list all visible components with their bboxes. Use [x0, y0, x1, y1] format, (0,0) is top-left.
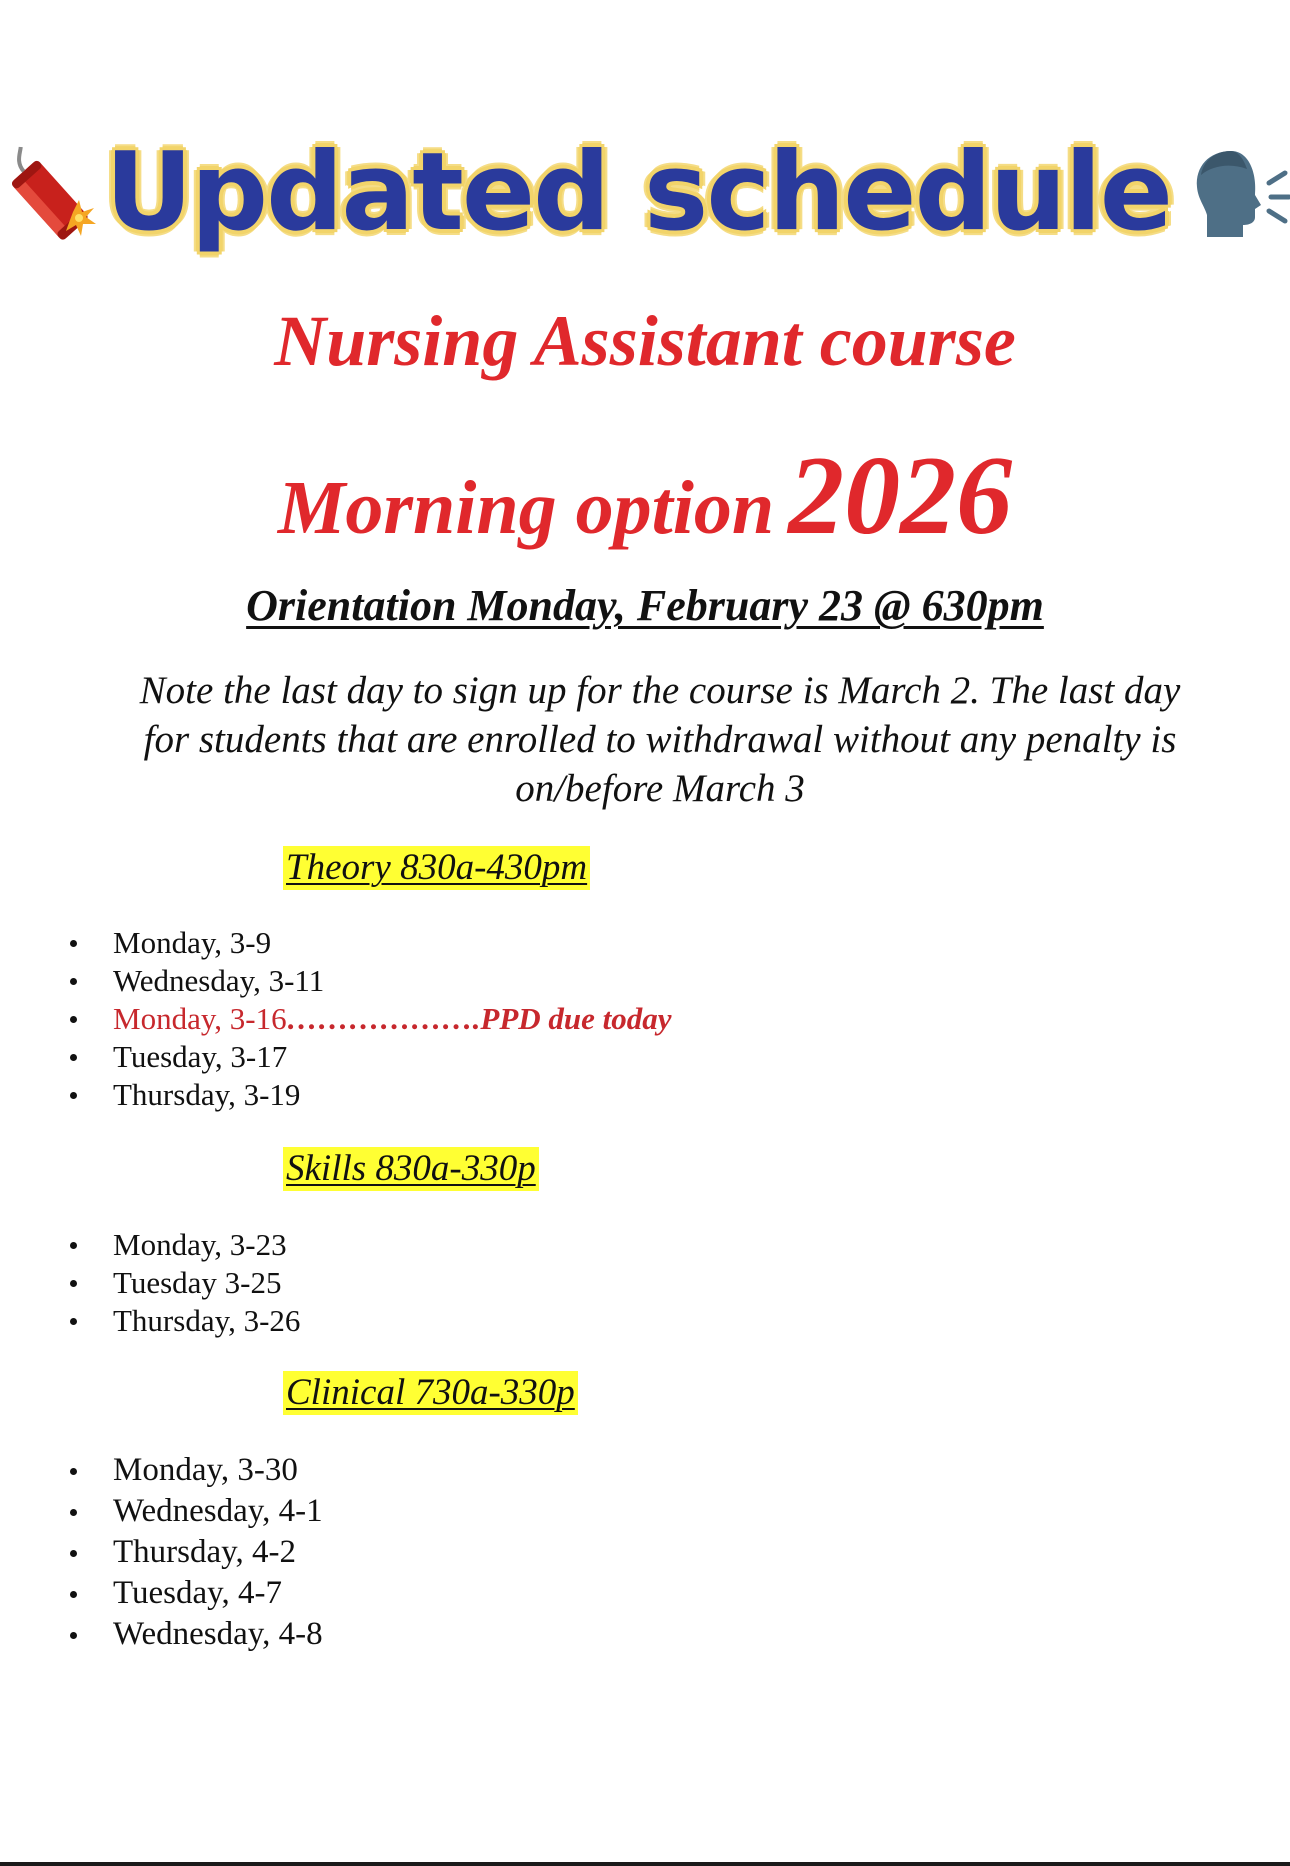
list-item: Wednesday, 4-1 — [68, 1491, 323, 1532]
speaking-head-icon — [1185, 143, 1290, 243]
list-item: Thursday, 3-26 — [68, 1302, 300, 1340]
list-item-ppd — [68, 1000, 672, 1038]
list-item: Tuesday 3-25 — [68, 1264, 300, 1302]
list-item: Monday, 3-9 — [68, 924, 672, 962]
bottom-divider — [0, 1862, 1290, 1866]
option-label: Morning option — [277, 466, 775, 550]
page-title: Updated schedule — [105, 130, 1171, 255]
title-row — [0, 128, 1290, 258]
clinical-heading: Clinical 730a-330p — [283, 1371, 578, 1415]
theory-heading: Theory 830a-430pm — [283, 846, 590, 890]
list-item-date: Monday, 3-16 — [113, 1001, 287, 1036]
list-item: Tuesday, 3-17 — [68, 1038, 672, 1076]
list-item: Wednesday, 3-11 — [68, 962, 672, 1000]
list-item: Thursday, 4-2 — [68, 1532, 323, 1573]
course-title: Nursing Assistant course — [274, 301, 1016, 381]
skills-date-list — [68, 1226, 300, 1340]
option-year: 2026 — [788, 434, 1013, 558]
list-item: Thursday, 3-19 — [68, 1076, 672, 1114]
enrollment-note: Note the last day to sign up for the course is March 2. The last day for students that are enrolled to withdrawal without any penalty is on/before March 3 — [139, 669, 1181, 810]
theory-date-list — [68, 924, 672, 1114]
skills-heading: Skills 830a-330p — [283, 1147, 539, 1191]
firecracker-icon — [0, 138, 105, 248]
list-item: Tuesday, 4-7 — [68, 1573, 323, 1614]
list-item: Monday, 3-30 — [68, 1450, 323, 1491]
list-item: Wednesday, 4-8 — [68, 1614, 323, 1655]
ppd-due-note: ……………….PPD due today — [286, 1001, 672, 1036]
clinical-date-list — [68, 1450, 323, 1655]
orientation-date: Orientation Monday, February 23 @ 630pm — [246, 581, 1044, 630]
list-item: Monday, 3-23 — [68, 1226, 300, 1264]
option-title — [0, 432, 1290, 561]
